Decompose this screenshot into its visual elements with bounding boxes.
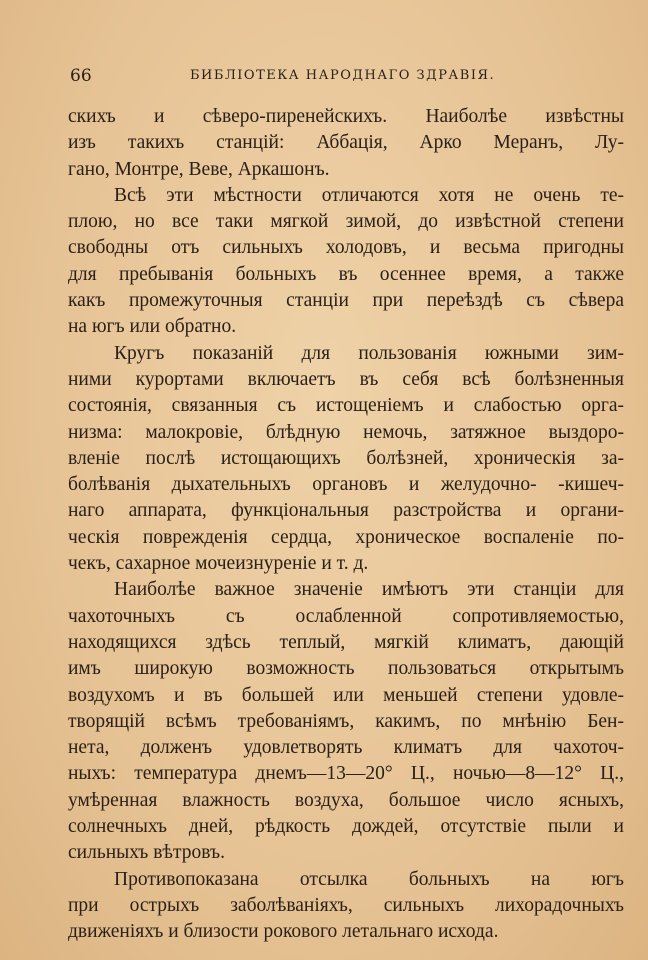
text-line: на югъ или обратно.	[68, 316, 237, 338]
text-line: чахоточныхъ съ ослабленной сопротивляемостью,	[68, 605, 624, 627]
text-line: нета, долженъ удовлетворять климатъ для чахоточ-	[68, 737, 624, 759]
page-number: 66	[70, 66, 92, 86]
text-line: болѣванія дыхательныхъ органовъ и желудочно- -кишеч-	[68, 474, 624, 496]
text-line: Всѣ эти мѣстности отличаются хотя не очень те-	[114, 184, 624, 206]
text-line: движеніяхъ и близости рокового летальнаго исхода.	[68, 921, 499, 943]
text-line: гано, Монтре, Веве, Аркашонъ.	[68, 158, 330, 180]
text-line: свободны отъ сильныхъ холодовъ, и весьма пригодны	[68, 237, 624, 259]
text-line: низма: малокровіе, блѣдную немочь, затяжное выздоро-	[68, 421, 624, 443]
text-line: творящій всѣмъ требованіямъ, какимъ, по мнѣнію Бен-	[68, 710, 624, 732]
text-line: скихъ и сѣверо-пиренейскихъ. Наиболѣе извѣстны	[68, 106, 624, 127]
text-line: сильныхъ вѣтровъ.	[68, 842, 225, 864]
page-header	[70, 66, 625, 90]
body-text	[68, 104, 624, 946]
text-line: какъ промежуточныя станціи при переѣздѣ съ сѣвера	[68, 290, 624, 312]
text-line: солнечныхъ дней, рѣдкость дождей, отсутствіе пыли и	[68, 816, 624, 838]
text-line: Наиболѣе важное значеніе имѣютъ эти станціи для	[114, 579, 624, 601]
text-line: чекъ, сахарное мочеизнуреніе и т. д.	[68, 553, 369, 575]
text-line: ними курортами включаетъ въ себя всѣ болѣзненныя	[68, 368, 624, 390]
text-line: наго аппарата, функціональныя разстройства и органи-	[68, 500, 624, 522]
text-line: состоянія, связанныя съ истощеніемъ и слабостью орга-	[68, 395, 624, 417]
text-line: изъ такихъ станцій: Аббація, Арко Меранъ, Лу-	[68, 132, 624, 154]
text-line: ныхъ: температура днемъ—13—20° Ц., ночью—8—12° Ц.,	[68, 763, 624, 785]
running-title: БИБЛІОТЕКА НАРОДНАГО ЗДРАВІЯ.	[190, 68, 496, 83]
text-line: плою, но все таки мягкой зимой, до извѣстной степени	[68, 211, 624, 233]
text-line: имъ широкую возможность пользоваться открытымъ	[68, 658, 624, 680]
text-line: для пребыванія больныхъ въ осеннее время, а также	[68, 263, 624, 285]
text-line: воздухомъ и въ большей или меньшей степени удовле-	[68, 684, 624, 706]
text-line: умѣренная влажность воздуха, большое число ясныхъ,	[68, 789, 624, 811]
text-line: ческія поврежденія сердца, хроническое воспаленіе по-	[68, 526, 624, 548]
text-line: при острыхъ заболѣваніяхъ, сильныхъ лихорадочныхъ	[68, 894, 624, 916]
text-line: Кругъ показаній для пользованія южными зим-	[114, 342, 624, 364]
text-line: Противопоказана отсылка больныхъ на югъ	[114, 868, 624, 890]
text-line: находящихся здѣсь теплый, мягкій климатъ, дающій	[68, 631, 624, 653]
text-line: вленіе послѣ истощающихъ болѣзней, хроническія за-	[68, 447, 624, 469]
